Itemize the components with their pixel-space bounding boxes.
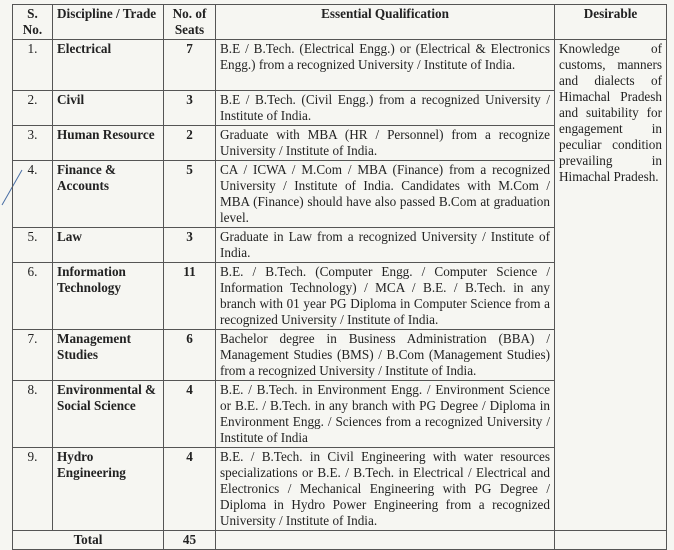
row-seats: 7 — [164, 40, 216, 91]
row-seats: 3 — [164, 91, 216, 126]
table-row — [13, 40, 667, 91]
header-desirable: Desirable — [555, 5, 667, 40]
header-discipline: Discipline / Trade — [53, 5, 164, 40]
row-qualification: B.E / B.Tech. (Electrical Engg.) or (Electrical & Electronics Engg.) from a recognized University / Institute of India. — [216, 40, 555, 91]
row-seats: 2 — [164, 126, 216, 161]
total-label: Total — [13, 531, 164, 550]
row-seats: 4 — [164, 448, 216, 531]
row-qualification: Bachelor degree in Business Administration (BBA) / Management Studies (BMS) / B.Com (Management Studies) from a recognized University / Institute of India. — [216, 330, 555, 381]
row-discipline: Environmental & Social Science — [53, 381, 164, 448]
table-header-row — [13, 5, 667, 40]
row-discipline: Electrical — [53, 40, 164, 91]
header-essential: Essential Qualification — [216, 5, 555, 40]
row-qualification: CA / ICWA / M.Com / MBA (Finance) from a recognized University / Institute of India. Candidates with M.Com / MBA (Finance) should have also passed B.Com at graduation level. — [216, 161, 555, 228]
row-sno: 2. — [13, 91, 53, 126]
row-sno: 1. — [13, 40, 53, 91]
row-sno: 6. — [13, 263, 53, 330]
row-discipline: Hydro Engineering — [53, 448, 164, 531]
row-seats: 6 — [164, 330, 216, 381]
row-sno: 5. — [13, 228, 53, 263]
row-seats: 3 — [164, 228, 216, 263]
row-sno: 4. — [13, 161, 53, 228]
row-sno: 9. — [13, 448, 53, 531]
qualification-table — [12, 4, 667, 550]
row-seats: 4 — [164, 381, 216, 448]
row-seats: 5 — [164, 161, 216, 228]
row-qualification: Graduate with MBA (HR / Personnel) from a recognize University / Institute of India. — [216, 126, 555, 161]
row-qualification: B.E. / B.Tech. (Computer Engg. / Computer Science / Information Technology) / MCA / B.E. / B.Tech. in any branch with 01 year PG Diploma in Computer Science from a recognized University / Institute of India. — [216, 263, 555, 330]
row-sno: 8. — [13, 381, 53, 448]
total-seats: 45 — [164, 531, 216, 550]
desirable-cell: Knowledge of customs, manners and dialects of Himachal Pradesh and suitability for engagement in peculiar condition prevailing in Himachal Pradesh. — [555, 40, 667, 531]
row-discipline: Finance & Accounts — [53, 161, 164, 228]
row-discipline: Information Technology — [53, 263, 164, 330]
row-discipline: Law — [53, 228, 164, 263]
header-sno: S. No. — [13, 5, 53, 40]
row-seats: 11 — [164, 263, 216, 330]
row-sno: 3. — [13, 126, 53, 161]
header-seats: No. of Seats — [164, 5, 216, 40]
row-qualification: B.E. / B.Tech. in Civil Engineering with water resources specializations or B.E. / B.Tech. in Electrical / Electrical and Electronics / Mechanical Engineering with PG Degree / Diploma in Hydro Power Engineering from a recognized University / Institute of India. — [216, 448, 555, 531]
row-qualification: B.E / B.Tech. (Civil Engg.) from a recognized University / Institute of India. — [216, 91, 555, 126]
row-discipline: Civil — [53, 91, 164, 126]
row-discipline: Management Studies — [53, 330, 164, 381]
row-sno: 7. — [13, 330, 53, 381]
row-qualification: Graduate in Law from a recognized University / Institute of India. — [216, 228, 555, 263]
row-qualification: B.E. / B.Tech. in Environment Engg. / Environment Science or B.E. / B.Tech. in any branch with PG Degree / Diploma in Environment Engg. / Sciences from a recognized University / Institute of India — [216, 381, 555, 448]
row-discipline: Human Resource — [53, 126, 164, 161]
